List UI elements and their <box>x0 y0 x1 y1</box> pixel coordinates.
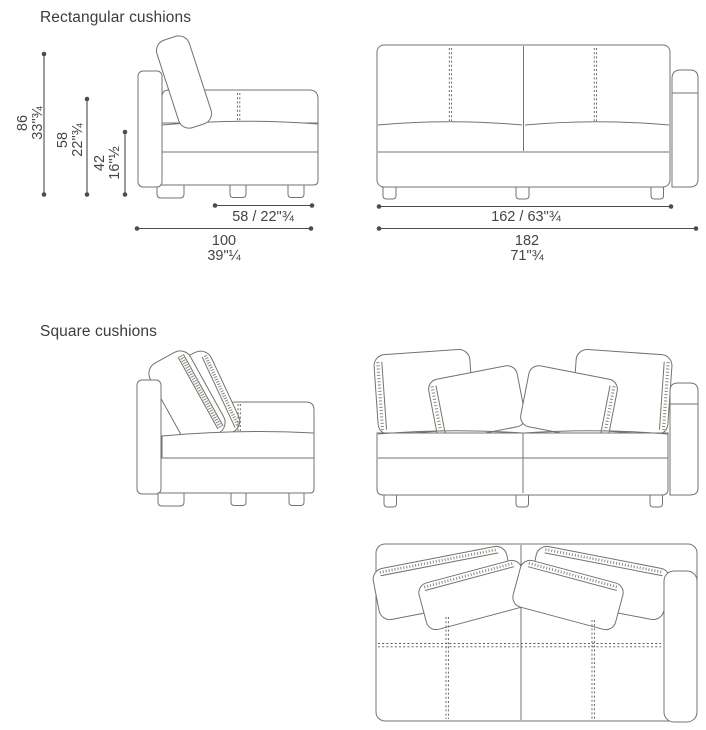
dim-height-seat <box>93 146 123 179</box>
rectangular-front-view-drawing <box>377 45 698 199</box>
foot <box>516 187 529 199</box>
section-title-square: Square cushions <box>40 323 157 340</box>
foot <box>383 187 396 199</box>
foot <box>516 495 529 507</box>
dim-width-total-cm: 182 <box>514 233 540 249</box>
dim-depth-seat: 58 / 22"¾ <box>232 209 294 225</box>
foot <box>289 493 304 506</box>
dim-height-total <box>16 106 46 139</box>
dim-height-back-in: 22"¾ <box>70 123 86 157</box>
armrest <box>670 383 698 495</box>
section-title-rectangular: Rectangular cushions <box>40 9 192 26</box>
square-front-view-drawing <box>373 349 698 507</box>
armrest <box>664 571 697 722</box>
foot <box>650 495 663 507</box>
dim-depth-total <box>207 234 240 264</box>
foot <box>651 187 664 199</box>
foot <box>157 185 184 198</box>
dim-depth-total-in: 39"¼ <box>207 248 241 264</box>
armrest <box>672 70 698 187</box>
dim-height-back-cm: 58 <box>55 131 71 149</box>
back-panel <box>138 71 162 187</box>
foot <box>384 495 397 507</box>
back-panel <box>137 380 161 494</box>
foot <box>158 493 184 506</box>
dim-depth-total-cm: 100 <box>211 233 237 249</box>
dim-width-seat: 162 / 63"¾ <box>491 209 561 225</box>
dim-height-seat-in: 16"½ <box>107 146 123 180</box>
square-side-view-drawing <box>137 347 314 506</box>
square-top-view-drawing <box>371 544 697 722</box>
dim-height-back <box>56 123 86 156</box>
dim-height-total-cm: 86 <box>15 114 31 132</box>
rectangular-side-view-drawing <box>138 33 318 198</box>
foot <box>231 493 246 506</box>
dim-width-total <box>510 234 543 264</box>
dim-height-total-in: 33"¾ <box>30 106 46 140</box>
foot <box>288 185 304 198</box>
foot <box>230 185 246 198</box>
dim-width-total-in: 71"¾ <box>510 248 544 264</box>
dim-height-seat-cm: 42 <box>92 154 108 172</box>
